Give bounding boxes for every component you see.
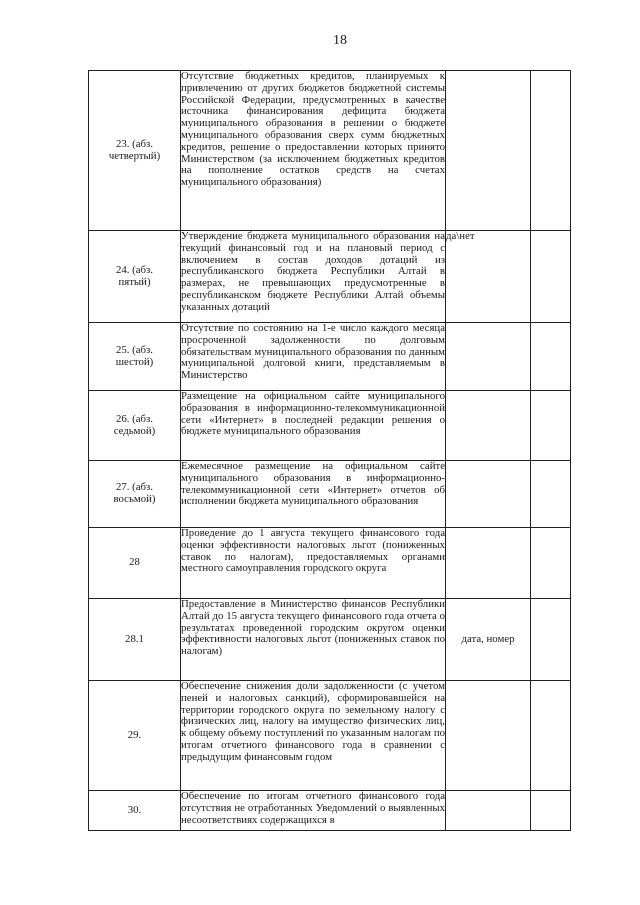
row-number: 28.1 (89, 599, 181, 681)
extra-cell (531, 791, 571, 831)
table-row (89, 681, 571, 791)
value-cell (446, 681, 531, 791)
row-number: 29. (89, 681, 181, 791)
extra-cell (531, 599, 571, 681)
value-cell (446, 323, 531, 391)
row-number: 28 (89, 528, 181, 599)
criterion-text: Размещение на официальном сайте муниципального образования в информационно-телекоммуникационной сети «Интернет» в последней редакции решения о бюджете муниципального образования (181, 391, 446, 461)
value-cell (446, 391, 531, 461)
value-cell: дата, номер (446, 599, 531, 681)
criterion-text: Обеспечение снижения доли задолженности (с учетом пеней и налоговых санкций), сформировавшейся на территории городского округа по земельному налогу с физических лиц, налогу на имущество физических лиц, к общему объему поступлений по указанным налогам по итогам отчетного финансового года в сравнении с предыдущим финансовым годом (181, 681, 446, 791)
value-cell (446, 528, 531, 599)
row-number: 23. (абз. четвертый) (89, 71, 181, 231)
extra-cell (531, 71, 571, 231)
extra-cell (531, 391, 571, 461)
table-row (89, 391, 571, 461)
criterion-text: Отсутствие бюджетных кредитов, планируемых к привлечению от других бюджетов бюджетной системы Российской Федерации, предусмотренных в качестве источника финансирования дефицита бюджета муниципального образования в решении о бюджете муниципального образования сверх сумм бюджетных кредитов, решение о предоставлении которых принято Министерством (за исключением бюджетных кредитов на пополнение остатков средств на счетах муниципального образования) (181, 71, 446, 231)
value-cell (446, 71, 531, 231)
table-row (89, 599, 571, 681)
criterion-text: Предоставление в Министерство финансов Республики Алтай до 15 августа текущего финансового года отчета о результатах проведенной городским округом оценки эффективности налоговых льгот (пониженных ставок по налогам) (181, 599, 446, 681)
row-number: 27. (абз. восьмой) (89, 461, 181, 528)
criterion-text: Обеспечение по итогам отчетного финансового года отсутствия не отработанных Уведомлений о выявленных несоответствиях содержащихся в (181, 791, 446, 831)
criterion-text: Отсутствие по состоянию на 1-е число каждого месяца просроченной задолженности по долговым обязательствам муниципального образования по данным муниципальной долговой книги, представляемым в Министерство (181, 323, 446, 391)
table-row (89, 71, 571, 231)
extra-cell (531, 323, 571, 391)
criterion-text: Проведение до 1 августа текущего финансового года оценки эффективности налоговых льгот (пониженных ставок по налогам), предоставляемых органами местного самоуправления городского округа (181, 528, 446, 599)
value-cell: да\нет (446, 231, 531, 323)
page-number: 18 (333, 33, 347, 48)
value-cell (446, 791, 531, 831)
extra-cell (531, 681, 571, 791)
table-row (89, 323, 571, 391)
row-number: 26. (абз. седьмой) (89, 391, 181, 461)
row-number: 30. (89, 791, 181, 831)
table-row (89, 791, 571, 831)
table-row (89, 231, 571, 323)
extra-cell (531, 528, 571, 599)
extra-cell (531, 231, 571, 323)
row-number: 24. (абз. пятый) (89, 231, 181, 323)
table-row (89, 528, 571, 599)
extra-cell (531, 461, 571, 528)
criteria-table (88, 70, 571, 831)
value-cell (446, 461, 531, 528)
row-number: 25. (абз. шестой) (89, 323, 181, 391)
table-row (89, 461, 571, 528)
criterion-text: Ежемесячное размещение на официальном сайте муниципального образования в информационно-телекоммуникационной сети «Интернет» отчетов об исполнении бюджета муниципального образования (181, 461, 446, 528)
criterion-text: Утверждение бюджета муниципального образования на текущий финансовый год и на плановый период с включением в состав доходов дотаций из республиканского бюджета Республики Алтай в размерах, не превышающих предусмотренные в республиканском бюджете Республики Алтай объемы указанных дотаций (181, 231, 446, 323)
